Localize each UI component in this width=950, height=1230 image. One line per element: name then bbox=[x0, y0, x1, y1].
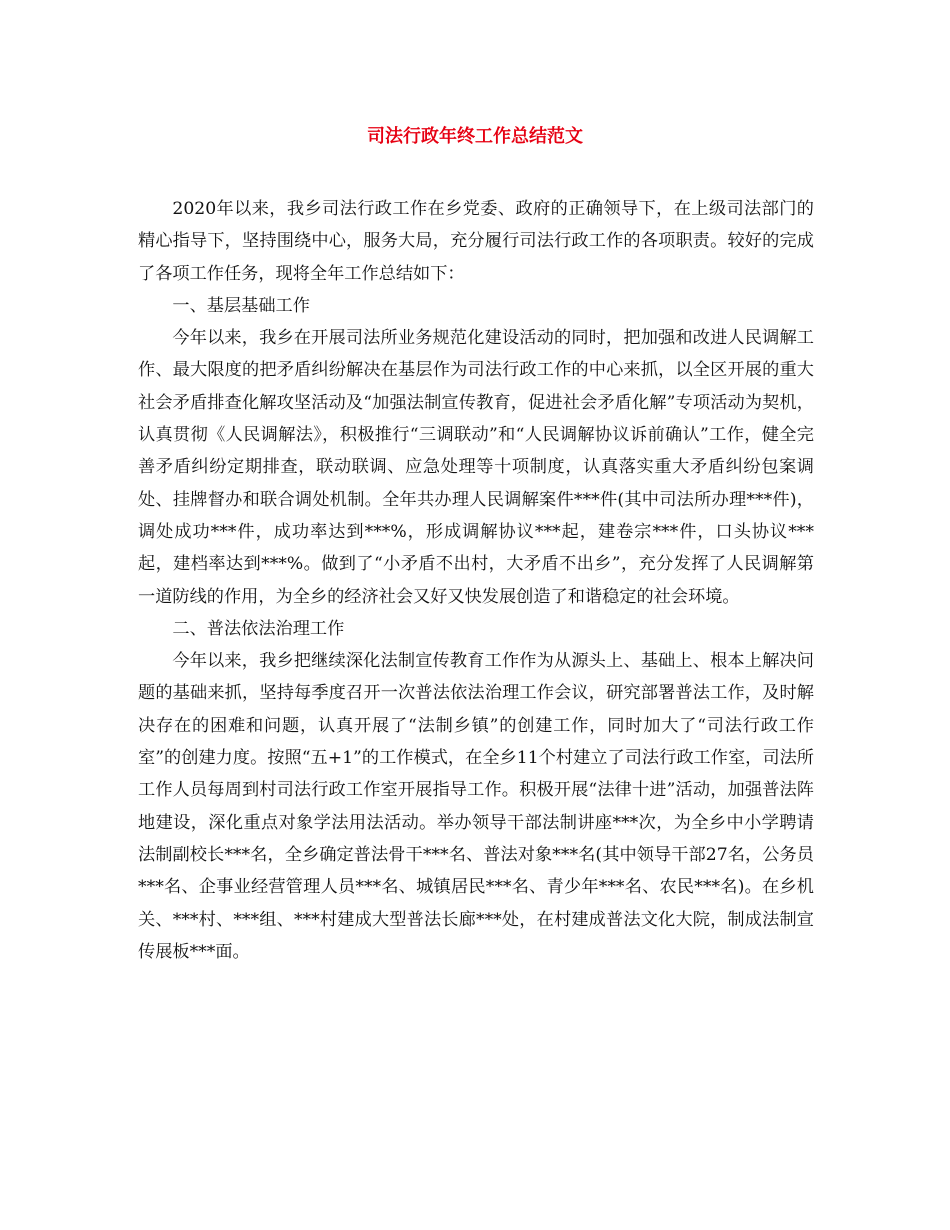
grassroots-paragraph: 今年以来，我乡在开展司法所业务规范化建设活动的同时，把加强和改进人民调解工作、最大限度的把矛盾纠纷解决在基层作为司法行政工作的中心来抓，以全区开展的重大社会矛盾排查化解攻坚活动及“加强法制宣传教育，促进社会矛盾化解”专项活动为契机，认真贯彻《人民调解法》，积极推行“三调联动”和“人民调解协议诉前确认”工作，健全完善矛盾纠纷定期排查，联动联调、应急处理等十项制度，认真落实重大矛盾纠纷包案调处、挂牌督办和联合调处机制。全年共办理人民调解案件***件(其中司法所办理***件)，调处成功***件，成功率达到***%，形成调解协议***起，建卷宗***件，口头协议***起，建档率达到***%。做到了“小矛盾不出村，大矛盾不出乡”，充分发挥了人民调解第一道防线的作用，为全乡的经济社会又好又快发展创造了和谐稳定的社会环境。 bbox=[138, 328, 814, 607]
section-heading-legal-education: 二、普法依法治理工作 bbox=[172, 618, 345, 639]
legal-education-paragraph: 今年以来，我乡把继续深化法制宣传教育工作作为从源头上、基础上、根本上解决问题的基础来抓，坚持每季度召开一次普法依法治理工作会议，研究部署普法工作，及时解决存在的困难和问题，认真开展了“法制乡镇”的创建工作，同时加大了“司法行政工作室”的创建力度。按照“五+1”的工作模式，在全乡11个村建立了司法行政工作室，司法所工作人员每周到村司法行政工作室开展指导工作。积极开展“法律十进”活动，加强普法阵地建设，深化重点对象学法用法活动。举办领导干部法制讲座***次，为全乡中小学聘请法制副校长***名，全乡确定普法骨干***名、普法对象***名(其中领导干部27名，公务员***名、企事业经营管理人员***名、城镇居民***名、青少年***名、农民***名)。在乡机关、***村、***组、***村建成大型普法长廊***处，在村建成普法文化大院，制成法制宣传展板***面。 bbox=[138, 651, 814, 962]
section-heading-grassroots: 一、基层基础工作 bbox=[172, 295, 310, 316]
document-title: 司法行政年终工作总结范文 bbox=[367, 126, 583, 147]
intro-paragraph: 2020年以来，我乡司法行政工作在乡党委、政府的正确领导下，在上级司法部门的精心指导下，坚持围绕中心，服务大局，充分履行司法行政工作的各项职责。较好的完成了各项工作任务，现将全年工作总结如下： bbox=[138, 199, 814, 284]
document-body bbox=[138, 193, 814, 968]
